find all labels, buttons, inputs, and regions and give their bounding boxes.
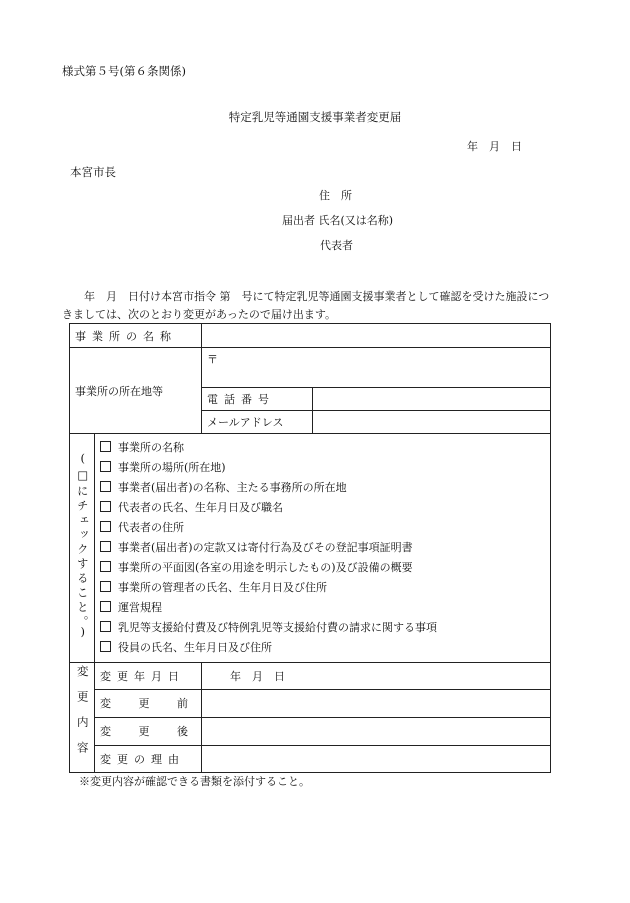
- intro-paragraph: [62, 288, 562, 324]
- intro-line-2: きましては、次のとおり変更があったので届け出ます。: [62, 308, 337, 321]
- checkbox[interactable]: [100, 561, 111, 572]
- checklist-item[interactable]: 役員の氏名、生年月日及び住所: [100, 638, 545, 658]
- after-label: 変 更 後: [95, 717, 202, 745]
- before-label: 変 更 前: [95, 689, 202, 717]
- after-row: [70, 717, 551, 745]
- change-item-checklist: [95, 434, 551, 663]
- email-label: メールアドレス: [202, 411, 313, 434]
- reason-field[interactable]: [202, 746, 551, 773]
- reason-label: 変更の理由: [95, 746, 202, 773]
- after-field[interactable]: [202, 717, 551, 745]
- checklist-row: [70, 434, 551, 663]
- before-field[interactable]: [202, 689, 551, 717]
- attachment-note: ※変更内容が確認できる書類を添付すること。: [79, 775, 310, 788]
- checklist-item[interactable]: 運営規程: [100, 598, 545, 618]
- applicant-name-label: 届出者 氏名(又は名称): [282, 214, 394, 227]
- checklist-item[interactable]: 事業者(届出者)の名称、主たる事務所の所在地: [100, 478, 545, 498]
- checkbox[interactable]: [100, 461, 111, 472]
- change-date-row: [70, 663, 551, 690]
- checkbox[interactable]: [100, 501, 111, 512]
- before-row: [70, 689, 551, 717]
- office-location-label: 事業所の所在地等: [70, 348, 202, 434]
- change-date-value: 年 月 日: [230, 669, 285, 683]
- submission-date: 年 月 日: [467, 140, 522, 153]
- checkbox[interactable]: [100, 441, 111, 452]
- checkbox[interactable]: [100, 581, 111, 592]
- checklist-item[interactable]: 代表者の氏名、生年月日及び職名: [100, 498, 545, 518]
- change-date-label: 変更年月日: [95, 663, 202, 690]
- checklist-item[interactable]: 事業所の平面図(各室の用途を明示したもの)及び設備の概要: [100, 558, 545, 578]
- postal-mark: 〒: [207, 353, 218, 366]
- change-form-table: [69, 323, 551, 773]
- checklist-item[interactable]: 乳児等支援給付費及び特例乳児等支援給付費の請求に関する事項: [100, 618, 545, 638]
- office-name-label: 事業所の名称: [70, 324, 202, 348]
- addressee: 本宮市長: [70, 165, 116, 179]
- reason-row: [70, 746, 551, 773]
- checklist-item[interactable]: 事業所の名称: [100, 438, 545, 458]
- checkbox[interactable]: [100, 541, 111, 552]
- checklist-item[interactable]: 代表者の住所: [100, 518, 545, 538]
- form-number: 様式第５号(第６条関係): [62, 64, 186, 78]
- applicant-representative-label: 代表者: [320, 239, 353, 252]
- office-name-row: [70, 324, 551, 348]
- postal-address-field[interactable]: [202, 348, 551, 388]
- phone-label: 電話番号: [202, 388, 313, 411]
- checkbox[interactable]: [100, 481, 111, 492]
- document-title: 特定乳児等通園支援事業者変更届: [228, 110, 402, 124]
- checkbox[interactable]: [100, 521, 111, 532]
- change-date-field[interactable]: [202, 663, 551, 690]
- office-name-field[interactable]: [202, 324, 551, 348]
- checklist-item[interactable]: 事業者(届出者)の定款又は寄付行為及びその登記事項証明書: [100, 538, 545, 558]
- check-instruction: (□にチェックすること。): [70, 434, 95, 663]
- checkbox[interactable]: [100, 621, 111, 632]
- office-address-row: [70, 348, 551, 388]
- checkbox[interactable]: [100, 641, 111, 652]
- email-field[interactable]: [313, 411, 551, 434]
- applicant-address-label: 住 所: [319, 189, 352, 202]
- checkbox[interactable]: [100, 601, 111, 612]
- checklist-item[interactable]: 事業所の管理者の氏名、生年月日及び住所: [100, 578, 545, 598]
- checklist-item[interactable]: 事業所の場所(所在地): [100, 458, 545, 478]
- intro-line-1: 年 月 日付け本宮市指令 第 号にて特定乳児等通園支援事業者として確認を受けた施設につ: [84, 290, 550, 303]
- change-content-label: 変更内容: [70, 663, 95, 773]
- phone-field[interactable]: [313, 388, 551, 411]
